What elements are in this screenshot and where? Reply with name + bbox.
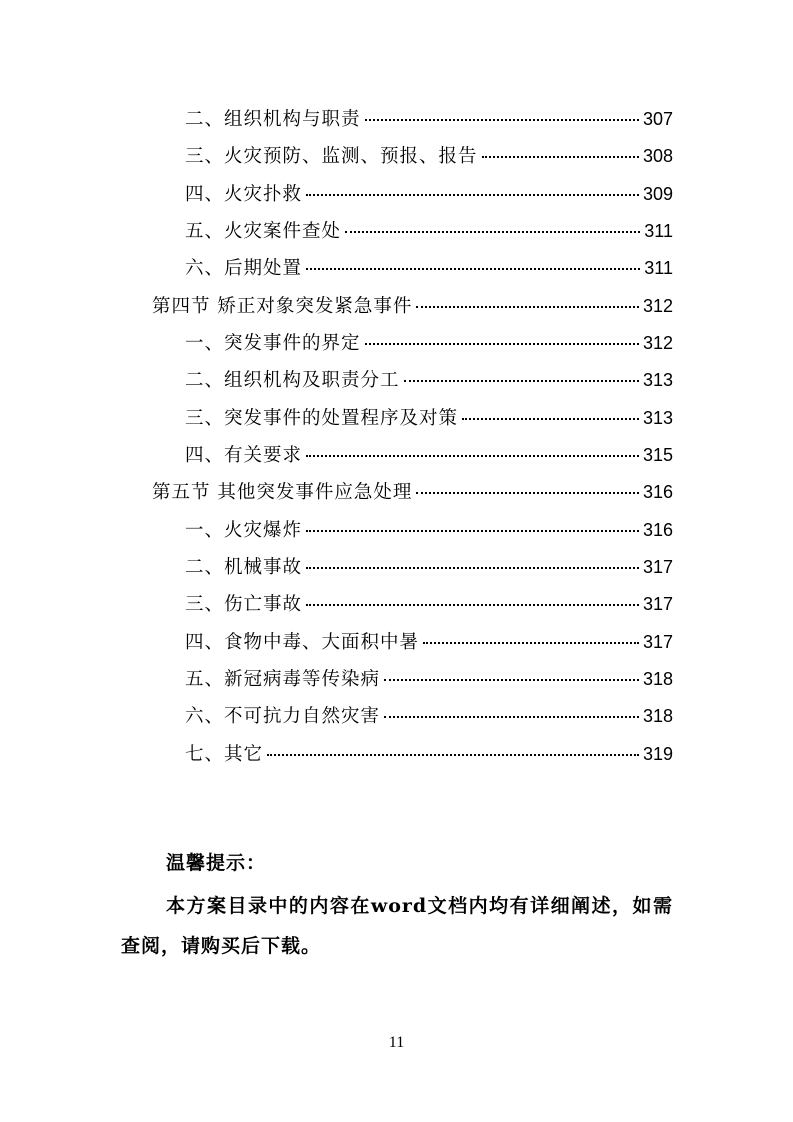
toc-dot-leader (306, 567, 639, 569)
toc-entry-title: 四、火灾扑救 (185, 184, 303, 205)
toc-dot-leader (404, 380, 639, 382)
toc-dot-leader (267, 754, 639, 756)
toc-entry-title: 五、新冠病毒等传染病 (185, 669, 381, 690)
toc-entry-page: 315 (642, 445, 673, 465)
toc-entry[interactable] (185, 701, 673, 731)
toc-dot-leader (384, 716, 639, 718)
toc-entry-page: 319 (642, 744, 673, 764)
page-number: 11 (388, 1034, 405, 1051)
toc-dot-leader (345, 231, 640, 233)
toc-dot-leader (482, 156, 639, 158)
toc-section-entry[interactable] (152, 477, 673, 507)
toc-entry-page: 309 (642, 184, 673, 204)
toc-entry-title: 四、食物中毒、大面积中暑 (185, 632, 420, 653)
toc-entry[interactable] (185, 179, 673, 209)
toc-entry-title: 四、有关要求 (185, 445, 303, 466)
toc-entry-page: 312 (642, 296, 673, 316)
toc-entry-title: 第四节 矫正对象突发紧急事件 (152, 296, 413, 317)
toc-dot-leader (306, 455, 639, 457)
toc-dot-leader (423, 642, 639, 644)
toc-entry-title: 三、伤亡事故 (185, 594, 303, 615)
toc-entry-page: 318 (642, 706, 673, 726)
toc-entry-page: 312 (642, 333, 673, 353)
toc-entry-page: 308 (642, 146, 673, 166)
toc-entry[interactable] (185, 253, 673, 283)
notice-body: 本方案目录中的内容在word文档内均有详细阐述，如需查阅，请购买后下载。 (121, 895, 673, 957)
toc-entry-page: 316 (642, 482, 673, 502)
toc-entry[interactable] (185, 552, 673, 582)
toc-dot-leader (306, 530, 639, 532)
toc-entry[interactable] (185, 515, 673, 545)
toc-entry-page: 318 (642, 669, 673, 689)
toc-dot-leader (365, 343, 639, 345)
toc-entry-title: 三、火灾预防、监测、预报、报告 (185, 146, 478, 167)
toc-entry[interactable] (185, 627, 673, 657)
toc-entry-page: 317 (642, 594, 673, 614)
toc-entry-page: 311 (644, 258, 673, 278)
toc-entry-title: 三、突发事件的处置程序及对策 (185, 408, 459, 429)
toc-entry-page: 313 (642, 370, 673, 390)
toc-entry-page: 317 (642, 557, 673, 577)
notice-title: 温馨提示： (166, 852, 267, 874)
toc-entry[interactable] (185, 739, 673, 769)
toc-section-entry[interactable] (152, 291, 673, 321)
toc-entry[interactable] (185, 104, 673, 134)
toc-entry[interactable] (185, 328, 673, 358)
toc-dot-leader (462, 418, 639, 420)
toc-entry-page: 316 (642, 520, 673, 540)
toc-entry[interactable] (185, 664, 673, 694)
toc-entry-page: 311 (644, 221, 673, 241)
toc-entry[interactable] (185, 589, 673, 619)
toc-entry[interactable] (185, 365, 673, 395)
toc-dot-leader (365, 119, 639, 121)
toc-entry-page: 317 (642, 632, 673, 652)
toc-dot-leader (306, 604, 639, 606)
toc-entry-page: 307 (642, 109, 673, 129)
toc-entry-page: 313 (642, 408, 673, 428)
toc-entry-title: 第五节 其他突发事件应急处理 (152, 482, 413, 503)
toc-entry-title: 六、不可抗力自然灾害 (185, 706, 381, 727)
toc-entry-title: 五、火灾案件查处 (185, 221, 342, 242)
toc-entry-title: 七、其它 (185, 744, 264, 765)
toc-entry-title: 二、组织机构及职责分工 (185, 370, 400, 391)
toc-entry-title: 一、突发事件的界定 (185, 333, 361, 354)
toc-entry[interactable] (185, 141, 673, 171)
toc-dot-leader (306, 268, 640, 270)
toc-entry[interactable] (185, 216, 673, 246)
toc-dot-leader (306, 194, 639, 196)
toc-entry-title: 二、机械事故 (185, 557, 303, 578)
toc-dot-leader (384, 679, 639, 681)
toc-entry-title: 二、组织机构与职责 (185, 109, 361, 130)
toc-dot-leader (416, 492, 639, 494)
toc-entry-title: 六、后期处置 (185, 258, 303, 279)
toc-entry-title: 一、火灾爆炸 (185, 520, 303, 541)
toc-entry[interactable] (185, 440, 673, 470)
toc-dot-leader (416, 306, 639, 308)
toc-entry[interactable] (185, 403, 673, 433)
